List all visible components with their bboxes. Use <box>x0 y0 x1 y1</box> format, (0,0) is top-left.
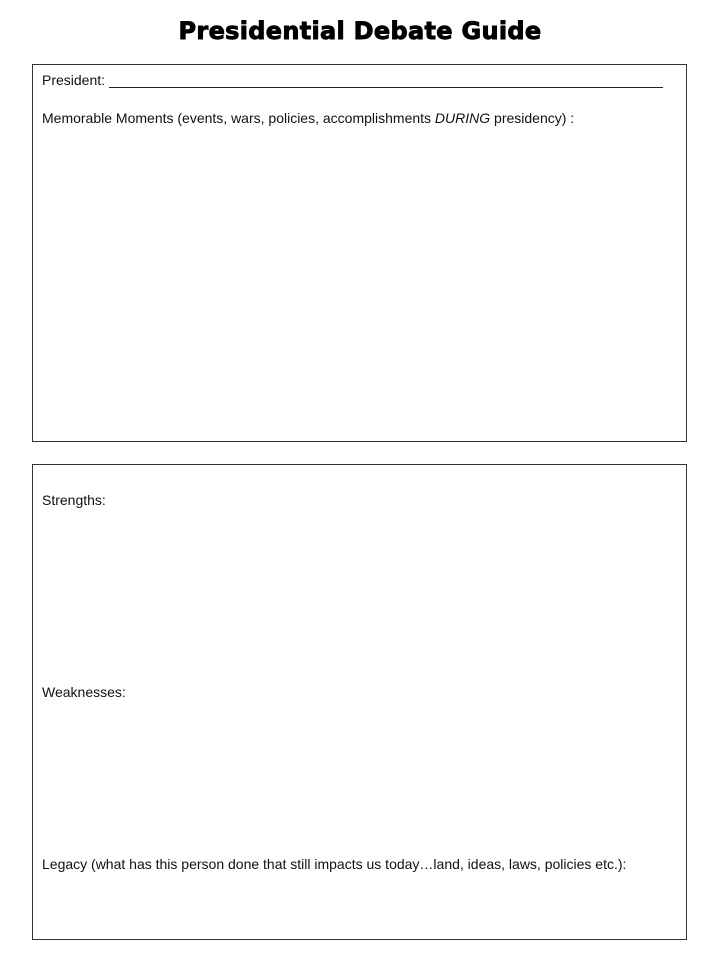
memorable-moments-prompt <box>42 110 574 126</box>
moments-label-emphasis: DURING <box>434 110 491 126</box>
legacy-label: Legacy (what has this person done that still impacts us today…land, ideas, laws, policies etc.): <box>42 856 627 872</box>
evaluation-box <box>32 464 687 940</box>
moments-label-before: Memorable Moments (events, wars, policies, accomplishments <box>42 110 435 126</box>
memorable-moments-box <box>32 64 687 442</box>
president-field <box>42 72 663 88</box>
strengths-label: Strengths: <box>42 492 106 508</box>
weaknesses-label: Weaknesses: <box>42 684 126 700</box>
president-blank-line[interactable] <box>109 73 663 88</box>
moments-label-after: presidency) : <box>490 110 575 126</box>
president-label: President: <box>42 72 106 88</box>
page-title: Presidential Debate Guide <box>178 17 542 45</box>
